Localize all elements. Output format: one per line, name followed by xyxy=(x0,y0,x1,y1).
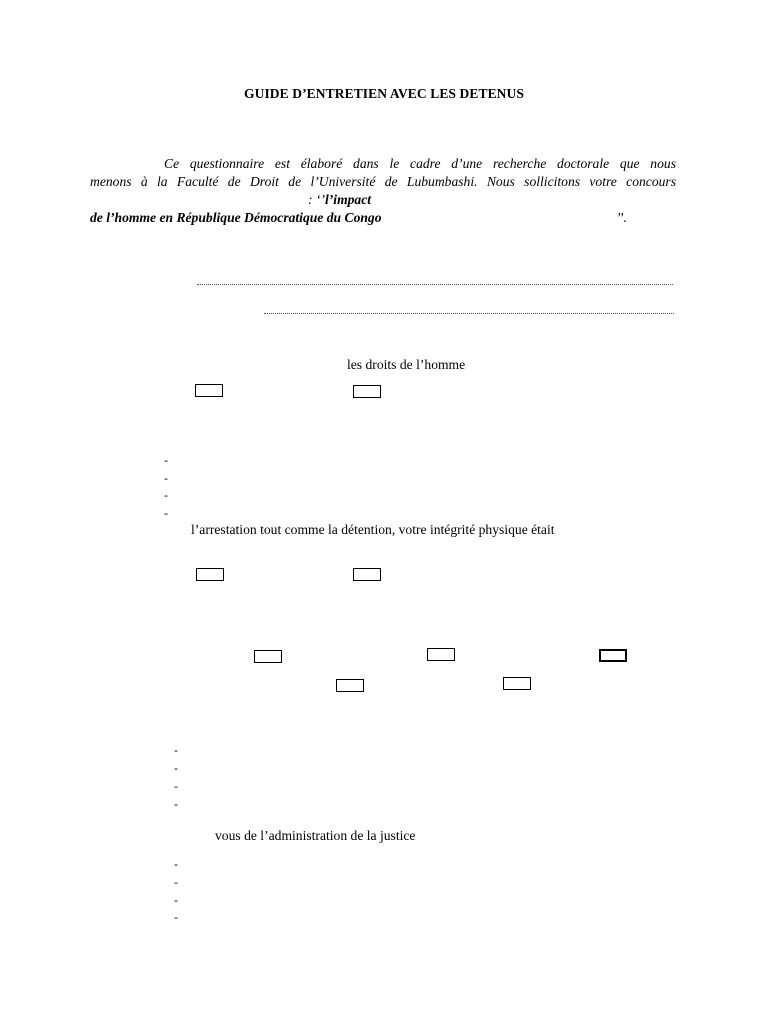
checkbox-q1-b[interactable] xyxy=(353,385,381,398)
checkbox-q3-a[interactable] xyxy=(254,650,282,663)
intro-paragraph xyxy=(90,155,676,227)
list-dash: - xyxy=(174,910,178,924)
list-dash: - xyxy=(174,857,178,871)
checkbox-q3-d[interactable] xyxy=(336,679,364,692)
intro-line-3-bold: l’impact xyxy=(324,192,372,207)
list-dash: - xyxy=(174,893,178,907)
list-dash: - xyxy=(174,779,178,793)
list-dash: - xyxy=(164,453,168,467)
question-administration-justice: vous de l’administration de la justice xyxy=(215,828,416,843)
intro-line-2: menons à la Faculté de Droit de l’Université de Lubumbashi. Nous sollicitons votre concours xyxy=(90,174,676,189)
list-dash: - xyxy=(164,471,168,485)
intro-line-4 xyxy=(90,209,676,227)
checkbox-q2-a[interactable] xyxy=(196,568,224,581)
list-dash: - xyxy=(164,506,168,520)
list-dash: - xyxy=(174,761,178,775)
checkbox-q3-c[interactable] xyxy=(599,649,627,662)
document-title: GUIDE D’ENTRETIEN AVEC LES DETENUS xyxy=(244,86,524,101)
answer-line-1[interactable] xyxy=(197,284,673,285)
checkbox-q2-b[interactable] xyxy=(353,568,381,581)
list-dash: - xyxy=(174,797,178,811)
checkbox-q3-e[interactable] xyxy=(503,677,531,690)
question-droits-homme: les droits de l’homme xyxy=(347,357,466,372)
checkbox-q1-a[interactable] xyxy=(195,384,223,397)
list-dash: - xyxy=(164,488,168,502)
answer-line-2[interactable] xyxy=(264,313,674,314)
list-dash: - xyxy=(174,875,178,889)
intro-line-4-end: ’’. xyxy=(616,210,627,225)
intro-line-4-text: de l’homme en République Démocratique du Congo xyxy=(90,210,382,225)
intro-line-1: Ce questionnaire est élaboré dans le cadre d’une recherche doctorale que nous xyxy=(164,156,676,171)
intro-line-3 xyxy=(90,191,676,209)
question-arrestation: l’arrestation tout comme la détention, votre intégrité physique était xyxy=(191,522,555,537)
checkbox-q3-b[interactable] xyxy=(427,648,455,661)
intro-line-3-prefix: : ‘’ xyxy=(308,192,325,207)
list-dash: - xyxy=(174,743,178,757)
